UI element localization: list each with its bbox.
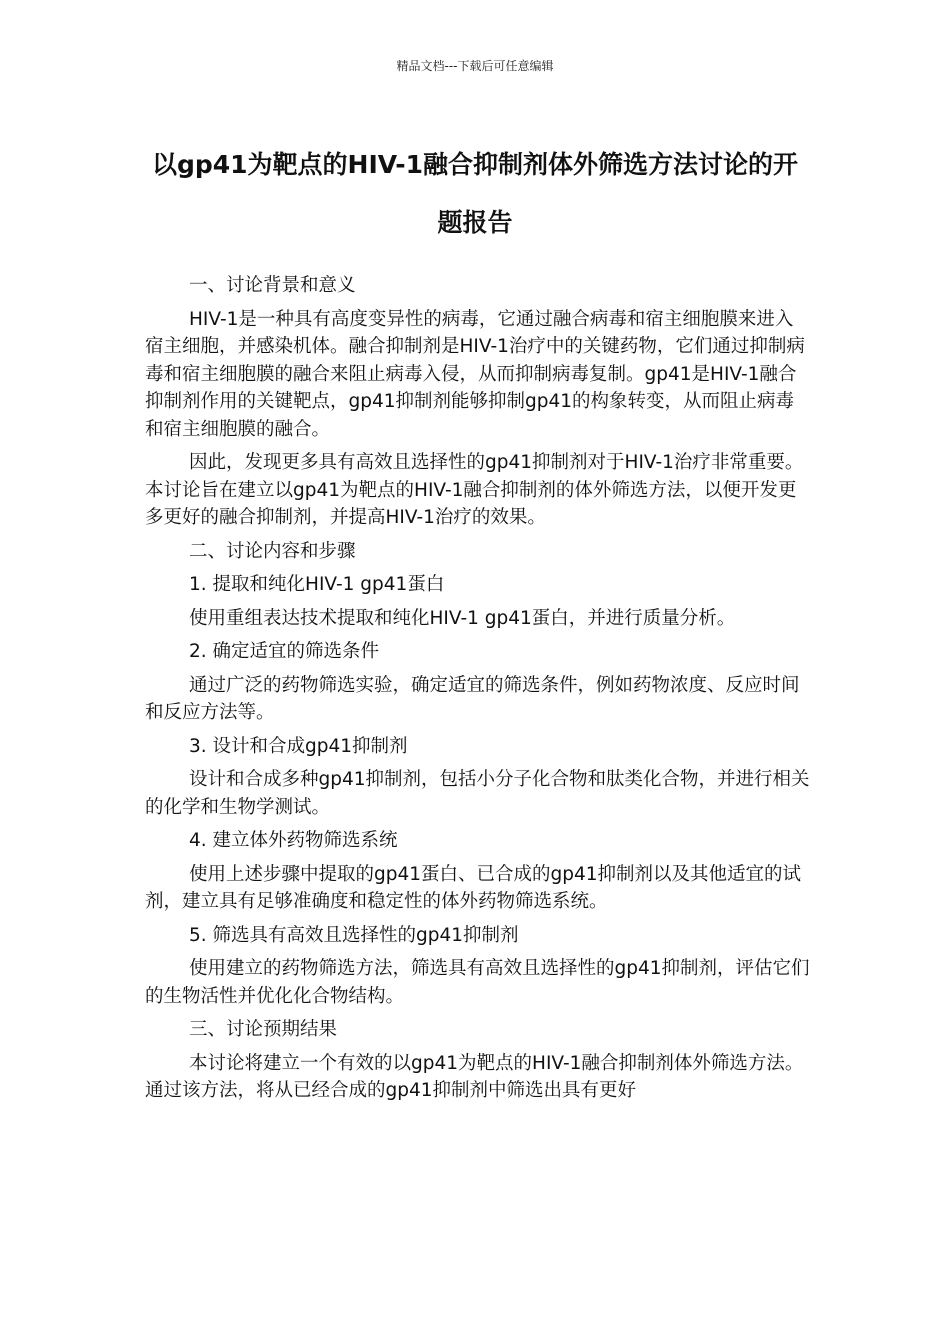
paragraph-results: 本讨论将建立一个有效的以gp41为靶点的HIV-1融合抑制剂体外筛选方法。通过该方法，将从已经合成的gp41抑制剂中筛选出具有更好: [145, 1052, 804, 1101]
step-text-5: 使用建立的药物筛选方法，筛选具有高效且选择性的gp41抑制剂，评估它们的生物活性并优化化合物结构。: [145, 958, 810, 1007]
step-text-2: 通过广泛的药物筛选实验，确定适宜的筛选条件，例如药物浓度、反应时间和反应方法等。: [145, 674, 800, 723]
document-body: [145, 272, 810, 1111]
step-heading-3: 3. 设计和合成gp41抑制剂: [189, 735, 408, 757]
section-heading-results: 三、讨论预期结果: [189, 1019, 338, 1040]
step-heading-4: 4. 建立体外药物筛选系统: [189, 830, 398, 851]
document-title: 以gp41为靶点的HIV-1融合抑制剂体外筛选方法讨论的开题报告: [151, 150, 799, 237]
step-heading-1: 1. 提取和纯化HIV-1 gp41蛋白: [189, 574, 445, 595]
section-heading-content: 二、讨论内容和步骤: [189, 540, 356, 562]
step-heading-5: 5. 筛选具有高效且选择性的gp41抑制剂: [189, 924, 519, 946]
paragraph-significance: 因此，发现更多具有高效且选择性的gp41抑制剂对于HIV-1治疗非常重要。本讨论旨在建立以gp41为靶点的HIV-1融合抑制剂的体外筛选方法，以便开发更多更好的融合抑制剂，并提高HIV-1治疗的效果。: [145, 452, 804, 528]
step-text-3: 设计和合成多种gp41抑制剂，包括小分子化合物和肽类化合物，并进行相关的化学和生物学测试。: [145, 769, 810, 818]
step-heading-2: 2. 确定适宜的筛选条件: [189, 641, 380, 662]
step-text-1: 使用重组表达技术提取和纯化HIV-1 gp41蛋白，并进行质量分析。: [189, 607, 736, 629]
section-heading-background: 一、讨论背景和意义: [189, 275, 356, 296]
header-note: 精品文档---下载后可任意编辑: [396, 59, 554, 73]
step-text-4: 使用上述步骤中提取的gp41蛋白、已合成的gp41抑制剂以及其他适宜的试剂，建立具有足够准确度和稳定性的体外药物筛选系统。: [145, 863, 802, 912]
paragraph-background: HIV-1是一种具有高度变异性的病毒，它通过融合病毒和宿主细胞膜来进入宿主细胞，并感染机体。融合抑制剂是HIV-1治疗中的关键药物，它们通过抑制病毒和宿主细胞膜的融合来阻止病毒入侵，从而抑制病毒复制。gp41是HIV-1融合抑制剂作用的关键靶点，gp41抑制剂能够抑制gp41的构象转变，从而阻止病毒和宿主细胞膜的融合。: [145, 308, 805, 440]
